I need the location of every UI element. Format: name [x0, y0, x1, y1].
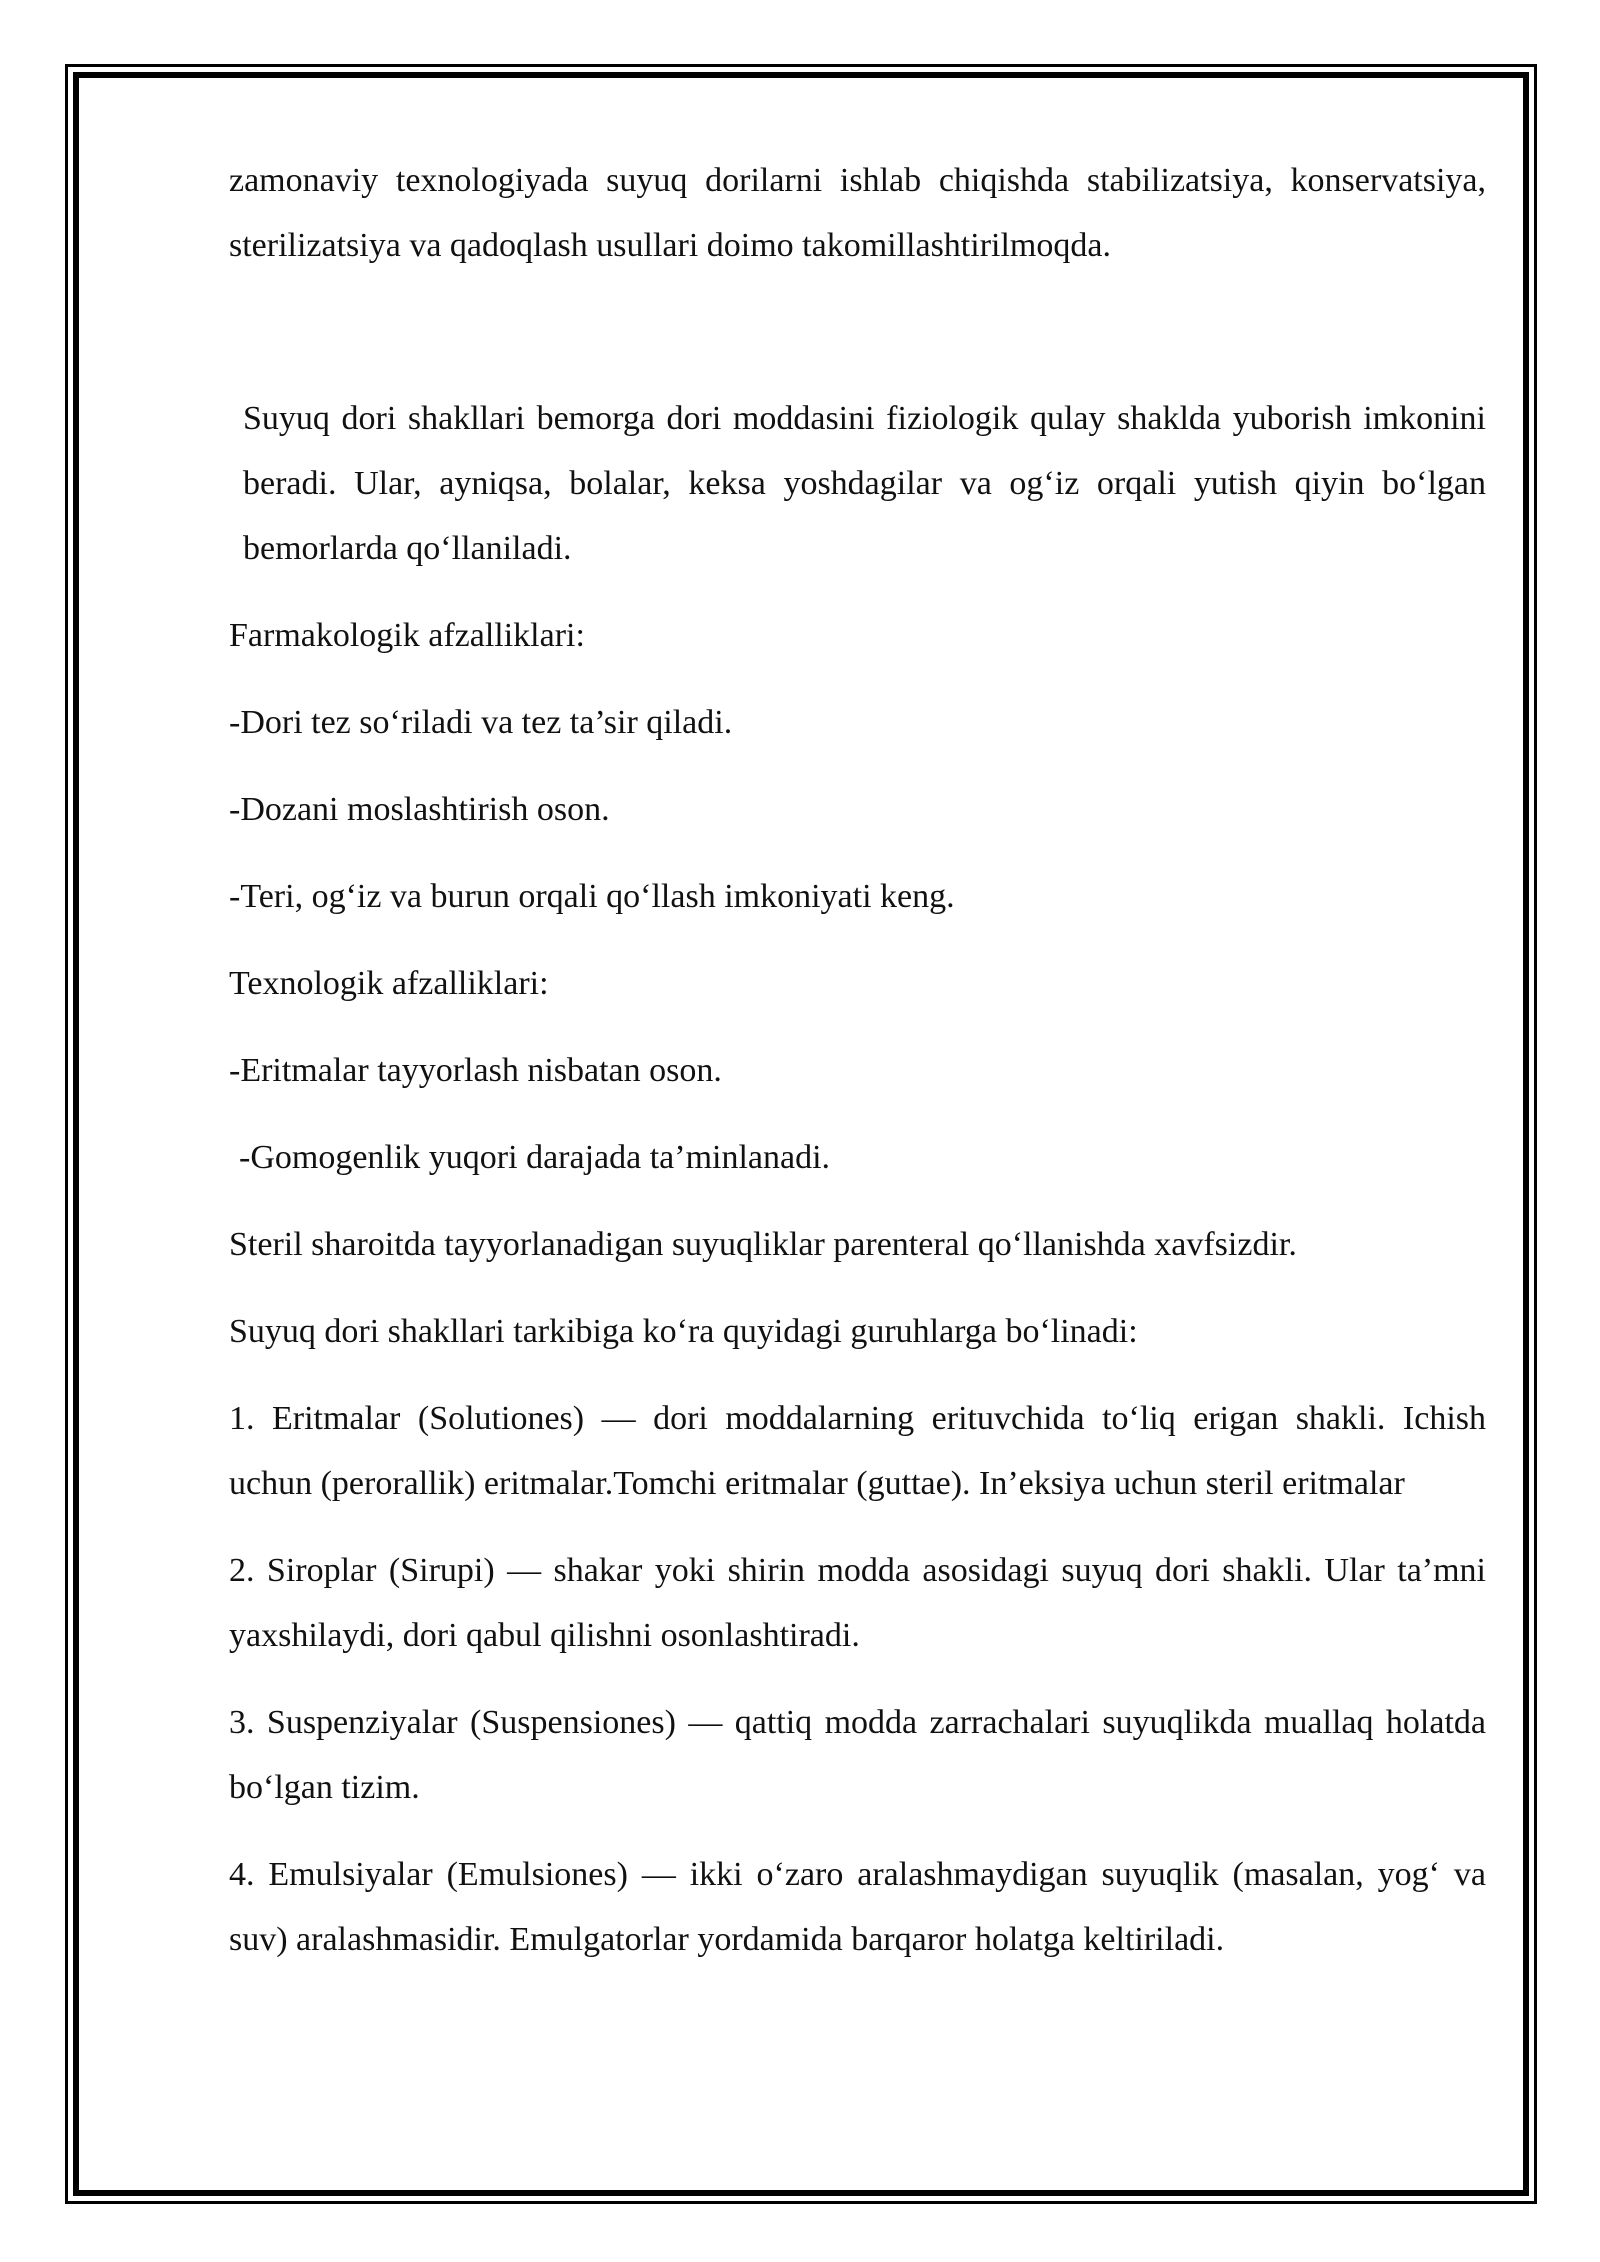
heading-pharmacological-advantages: Farmakologik afzalliklari: [229, 617, 585, 654]
list-item-suspensions: 3. Suspenziyalar (Suspensiones) — qattiq modda zarrachalari suyuqlikda muallaq holatda bo‘lgan tizim. [229, 1704, 1486, 1806]
heading-technological-advantages: Texnologik afzalliklari: [229, 965, 549, 1002]
list-item-homogeneity: -Gomogenlik yuqori darajada ta’minlanadi. [239, 1139, 831, 1176]
list-item-syrups: 2. Siroplar (Sirupi) — shakar yoki shirin modda asosidagi suyuq dori shakli. Ular ta’mni yaxshilaydi, dori qabul qilishni osonlashtiradi. [229, 1552, 1486, 1654]
document-body [229, 148, 1486, 1972]
paragraph-classification-intro: Suyuq dori shakllari tarkibiga ko‘ra quyidagi guruhlarga bo‘linadi: [229, 1313, 1138, 1350]
list-item-application-routes: -Teri, og‘iz va burun orqali qo‘llash imkoniyati keng. [229, 878, 955, 915]
list-item-solutions: 1. Eritmalar (Solutiones) — dori moddalarning erituvchida to‘liq erigan shakli. Ichish uchun (perorallik) eritmalar.Tomchi eritmalar (guttae). In’eksiya uchun steril eritmalar [229, 1400, 1486, 1502]
list-item-dose-adjustment: -Dozani moslashtirish oson. [229, 791, 610, 828]
list-item-fast-absorption: -Dori tez so‘riladi va tez ta’sir qiladi. [229, 704, 733, 741]
list-item-emulsions: 4. Emulsiyalar (Emulsiones) — ikki o‘zaro aralashmaydigan suyuqlik (masalan, yog‘ va suv) aralashmasidir. Emulgatorlar yordamida barqaror holatga keltiriladi. [229, 1856, 1486, 1958]
paragraph-intro-continuation: zamonaviy texnologiyada suyuq dorilarni ishlab chiqishda stabilizatsiya, konservatsiya, sterilizatsiya va qadoqlash usullari doimo takomillashtirilmoqda. [229, 162, 1486, 264]
paragraph-sterile-liquids: Steril sharoitda tayyorlanadigan suyuqliklar parenteral qo‘llanishda xavfsizdir. [229, 1226, 1297, 1263]
paragraph-liquid-forms-purpose: Suyuq dori shakllari bemorga dori moddasini fiziologik qulay shaklda yuborish imkonini beradi. Ular, ayniqsa, bolalar, keksa yoshdagilar va og‘iz orqali yutish qiyin bo‘lgan bemorlarda qo‘llaniladi. [243, 400, 1486, 567]
list-item-easy-preparation: -Eritmalar tayyorlash nisbatan oson. [229, 1052, 722, 1089]
